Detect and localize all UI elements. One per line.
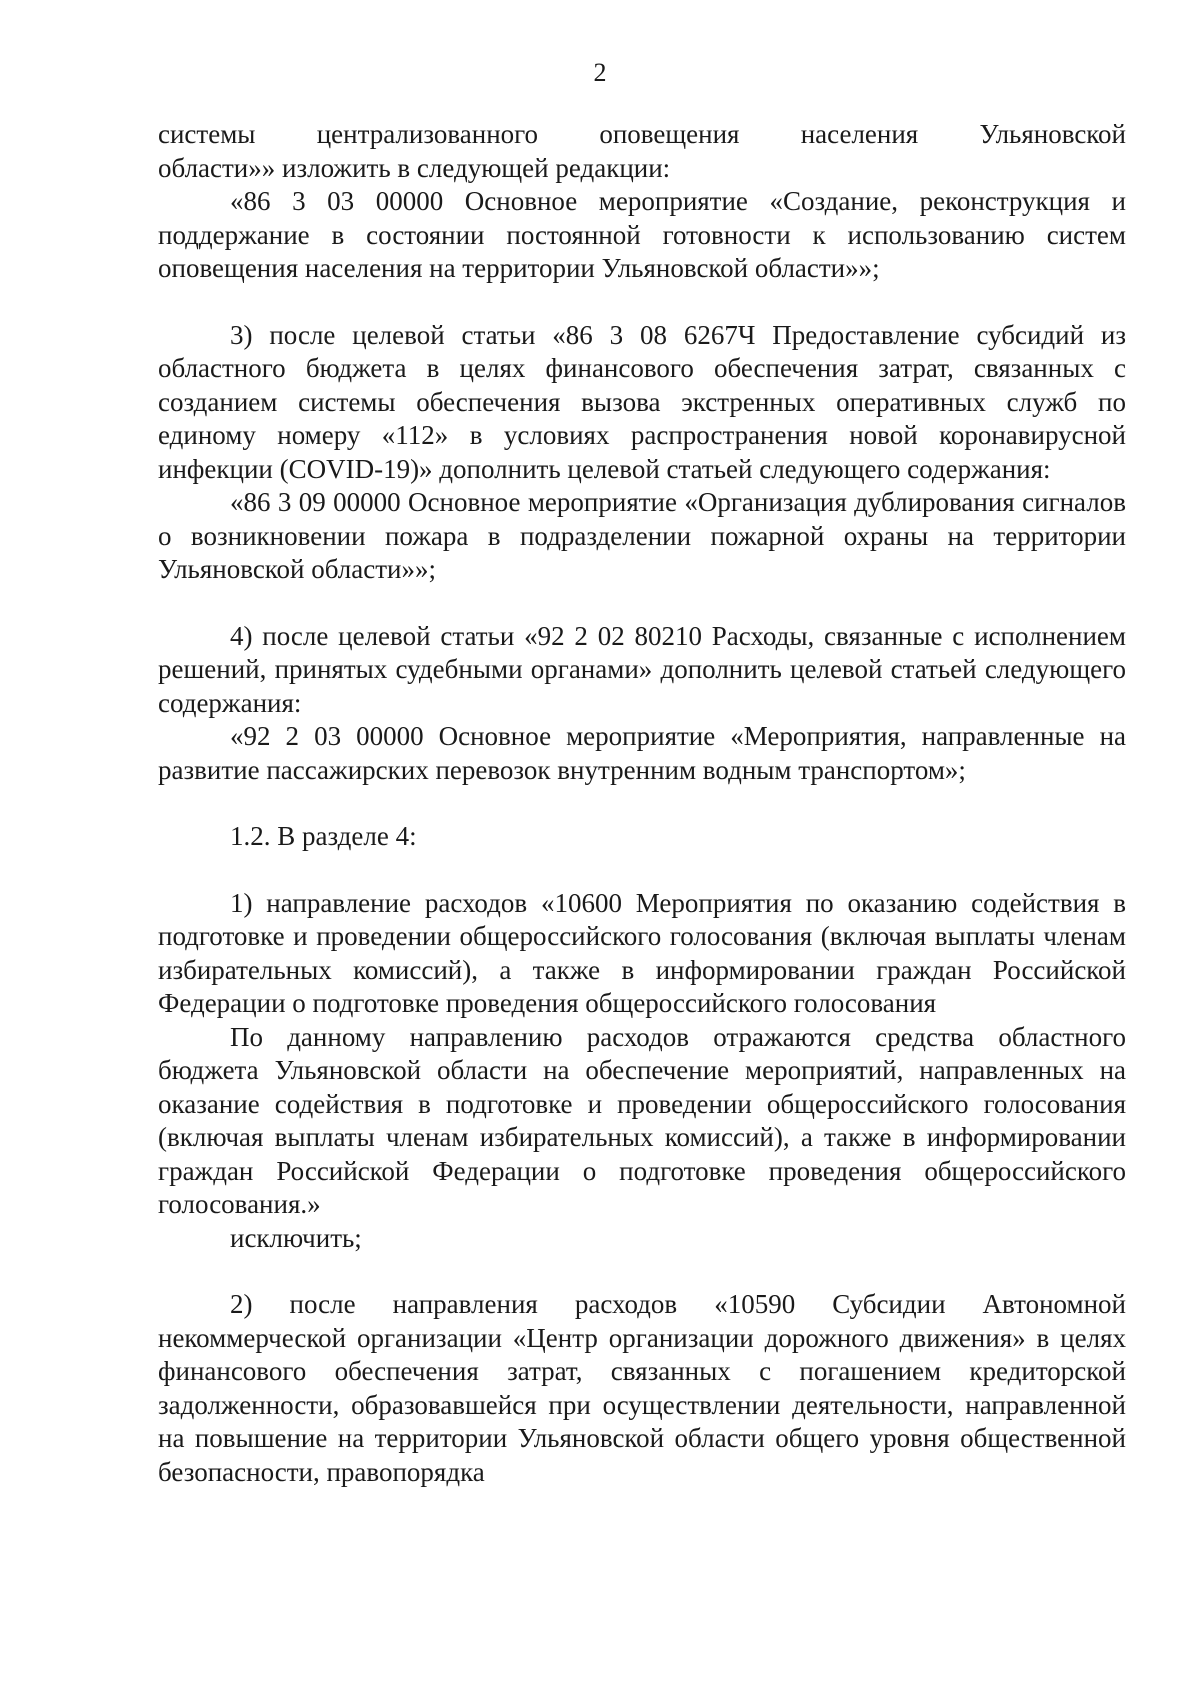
document-body [158, 118, 1126, 1489]
paragraph: 4) после целевой статьи «92 2 02 80210 Расходы, связанные с исполнением решений, принятых судебными органами» дополнить целевой статьей следующего содержания: [158, 620, 1126, 718]
paragraph-gap [158, 854, 1126, 887]
paragraph-continuation [158, 118, 1126, 185]
page-number: 2 [593, 58, 607, 87]
paragraph-gap [158, 787, 1126, 820]
section-heading: 1.2. В разделе 4: [230, 821, 417, 851]
paragraph: 2) после направления расходов «10590 Субсидии Автономной некоммерческой организации «Центр организации дорожного движения» в целях финансового обеспечения затрат, связанных с погашением кредиторской задолженности, образовавшейся при осуществлении деятельности, направленной на повышение на территории Ульяновской области общего уровня общественной безопасности, правопорядка [158, 1289, 1126, 1487]
paragraph: 3) после целевой статьи «86 3 08 6267Ч Предоставление субсидий из областного бюджета в целях финансового обеспечения затрат, связанных с созданием системы обеспечения вызова экстренных оперативных служб по единому номеру «112» в условиях распространения новой коронавирусной инфекции (COVID-19)» дополнить целевой статьей следующего содержания: [158, 319, 1126, 484]
paragraph: По данному направлению расходов отражаются средства областного бюджета Ульяновской области на обеспечение мероприятий, направленных на оказание содействия в подготовке и проведении общероссийского голосования (включая выплаты членам избирательных комиссий), а также в информировании граждан Российской Федерации о подготовке проведения общероссийского голосования.» [158, 1021, 1126, 1219]
paragraph: 1) направление расходов «10600 Мероприятия по оказанию содействия в подготовке и проведении общероссийского голосования (включая выплаты членам избирательных комиссий), а также в информировании граждан Российской Федерации о подготовке проведения общероссийского голосования [158, 887, 1126, 1018]
text-line: системы централизованного оповещения населения Ульяновской [158, 119, 1126, 149]
paragraph: «86 3 03 00000 Основное мероприятие «Создание, реконструкция и поддержание в состоянии постоянной готовности к использованию систем оповещения населения на территории Ульяновской области»»; [158, 186, 1126, 283]
paragraph: исключить; [230, 1222, 362, 1253]
text-line: области»» изложить в следующей редакции: [158, 152, 671, 183]
paragraph-gap [158, 1255, 1126, 1288]
paragraph-gap [158, 286, 1126, 319]
paragraph: «86 3 09 00000 Основное мероприятие «Организация дублирования сигналов о возникновении пожара в подразделении пожарной охраны на территории Ульяновской области»»; [158, 487, 1126, 584]
paragraph: «92 2 03 00000 Основное мероприятие «Мероприятия, направленные на развитие пассажирских перевозок внутренним водным транспортом»; [158, 721, 1126, 785]
paragraph-gap [158, 587, 1126, 620]
